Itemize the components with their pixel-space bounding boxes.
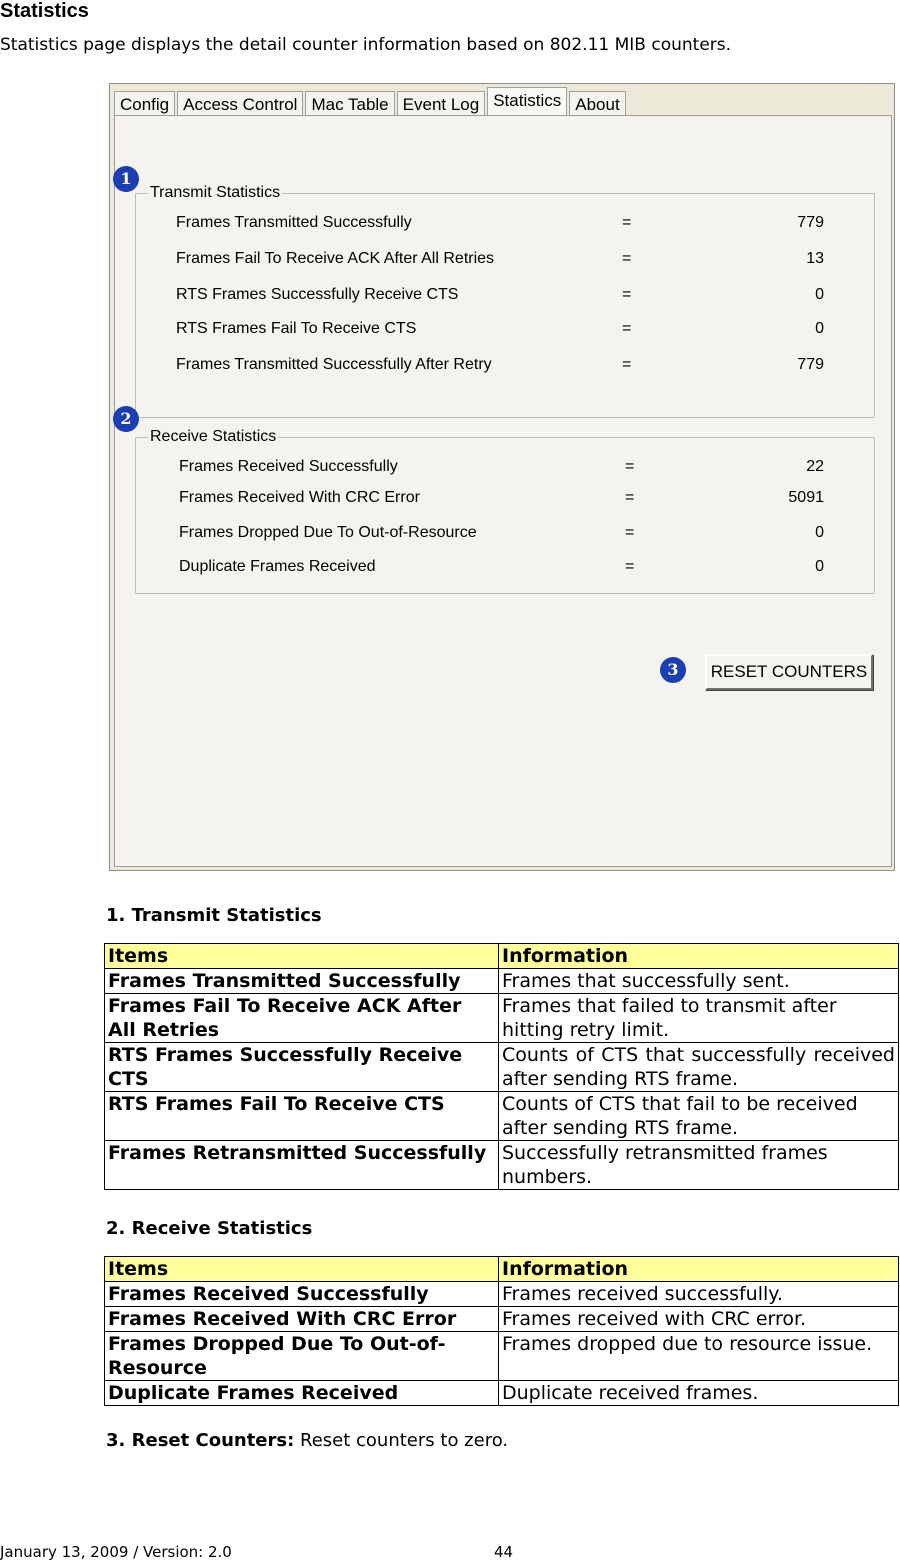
stat-equals: = — [625, 458, 635, 475]
tab-bar — [114, 88, 628, 116]
table-cell-item: Frames Received With CRC Error — [105, 1307, 499, 1332]
table-row — [105, 1332, 899, 1381]
receive-row — [136, 457, 874, 477]
table-cell-item: RTS Frames Successfully Receive CTS — [105, 1043, 499, 1092]
table-cell-info: Frames dropped due to resource issue. — [499, 1332, 899, 1381]
tab-config[interactable]: Config — [114, 91, 175, 116]
table-cell-item: Duplicate Frames Received — [105, 1381, 499, 1406]
statistics-panel — [114, 115, 892, 867]
stat-label: Frames Received With CRC Error — [179, 489, 420, 506]
stat-label: RTS Frames Fail To Receive CTS — [176, 320, 417, 337]
table-cell-info: Frames that successfully sent. — [499, 969, 899, 994]
stat-equals: = — [622, 286, 632, 303]
transmit-row — [136, 213, 874, 233]
transmit-statistics-table — [104, 943, 899, 1190]
stat-value: 0 — [815, 286, 824, 303]
table-row — [105, 1282, 899, 1307]
table-cell-item: Frames Fail To Receive ACK After All Retries — [105, 994, 499, 1043]
stat-label: Frames Fail To Receive ACK After All Retries — [176, 250, 495, 267]
receive-statistics-legend: Receive Statistics — [150, 428, 277, 445]
receive-statistics-heading: 2. Receive Statistics — [106, 1218, 313, 1239]
reset-counters-button[interactable]: RESET COUNTERS — [705, 654, 873, 690]
transmit-statistics-group — [135, 184, 875, 418]
stat-value: 779 — [797, 356, 824, 373]
table-row — [105, 1141, 899, 1190]
table-header-information: Information — [499, 1257, 899, 1282]
table-cell-info: Frames received successfully. — [499, 1282, 899, 1307]
table-cell-info: Frames received with CRC error. — [499, 1307, 899, 1332]
table-header-row — [105, 944, 899, 969]
page-title: Statistics — [0, 0, 89, 22]
utility-dialog — [109, 83, 895, 871]
receive-statistics-group — [135, 428, 875, 594]
stat-value: 779 — [797, 214, 824, 231]
transmit-statistics-legend: Transmit Statistics — [150, 184, 281, 201]
stat-equals: = — [622, 250, 632, 267]
table-header-items: Items — [105, 1257, 499, 1282]
table-cell-item: Frames Received Successfully — [105, 1282, 499, 1307]
transmit-statistics-heading: 1. Transmit Statistics — [106, 905, 322, 926]
receive-row — [136, 557, 874, 577]
receive-row — [136, 488, 874, 508]
reset-counters-text: Reset counters to zero. — [294, 1430, 509, 1451]
table-row — [105, 1381, 899, 1406]
reset-counters-note — [106, 1430, 508, 1451]
transmit-row — [136, 285, 874, 305]
footer-date-version: January 13, 2009 / Version: 2.0 — [0, 1543, 232, 1561]
stat-equals: = — [625, 489, 635, 506]
stat-label: Frames Received Successfully — [179, 458, 398, 475]
table-cell-item: Frames Transmitted Successfully — [105, 969, 499, 994]
callout-badge-1: 1 — [113, 166, 139, 192]
table-cell-item: Frames Retransmitted Successfully — [105, 1141, 499, 1190]
stat-label: Frames Transmitted Successfully After Retry — [176, 356, 492, 373]
tab-about[interactable]: About — [569, 91, 625, 116]
receive-statistics-table — [104, 1256, 899, 1406]
table-cell-info: Successfully retransmitted frames numbers. — [499, 1141, 899, 1190]
reset-counters-label: 3. Reset Counters: — [106, 1430, 295, 1451]
table-header-information: Information — [499, 944, 899, 969]
stat-equals: = — [625, 558, 635, 575]
table-row — [105, 994, 899, 1043]
stat-value: 0 — [815, 558, 824, 575]
stat-equals: = — [625, 524, 635, 541]
table-cell-info: Frames that failed to transmit after hitting retry limit. — [499, 994, 899, 1043]
table-row — [105, 1092, 899, 1141]
table-row — [105, 1043, 899, 1092]
intro-text: Statistics page displays the detail counter information based on 802.11 MIB counters. — [0, 35, 732, 55]
stat-equals: = — [622, 320, 632, 337]
table-header-row — [105, 1257, 899, 1282]
tab-statistics[interactable]: Statistics — [487, 87, 567, 116]
receive-row — [136, 523, 874, 543]
table-cell-info: Counts of CTS that fail to be received after sending RTS frame. — [499, 1092, 899, 1141]
stat-label: Frames Transmitted Successfully — [176, 214, 412, 231]
stat-value: 5091 — [788, 489, 824, 506]
stat-value: 0 — [815, 524, 824, 541]
tab-mac-table[interactable]: Mac Table — [305, 91, 394, 116]
tab-access-control[interactable]: Access Control — [177, 91, 303, 116]
tab-event-log[interactable]: Event Log — [397, 91, 486, 116]
stat-label: Frames Dropped Due To Out-of-Resource — [179, 524, 477, 541]
table-cell-item: RTS Frames Fail To Receive CTS — [105, 1092, 499, 1141]
table-header-items: Items — [105, 944, 499, 969]
stat-equals: = — [622, 356, 632, 373]
stat-label: Duplicate Frames Received — [179, 558, 376, 575]
table-cell-info: Counts of CTS that successfully received after sending RTS frame. — [499, 1043, 899, 1092]
transmit-row — [136, 355, 874, 375]
transmit-row — [136, 249, 874, 269]
stat-value: 13 — [806, 250, 824, 267]
page-number: 44 — [494, 1543, 514, 1561]
callout-badge-3: 3 — [660, 657, 686, 683]
table-cell-item: Frames Dropped Due To Out-of-Resource — [105, 1332, 499, 1381]
table-row — [105, 1307, 899, 1332]
stat-value: 0 — [815, 320, 824, 337]
table-cell-info: Duplicate received frames. — [499, 1381, 899, 1406]
stat-value: 22 — [806, 458, 824, 475]
callout-badge-2: 2 — [113, 406, 139, 432]
transmit-row — [136, 319, 874, 339]
table-row — [105, 969, 899, 994]
stat-label: RTS Frames Successfully Receive CTS — [176, 286, 459, 303]
stat-equals: = — [622, 214, 632, 231]
